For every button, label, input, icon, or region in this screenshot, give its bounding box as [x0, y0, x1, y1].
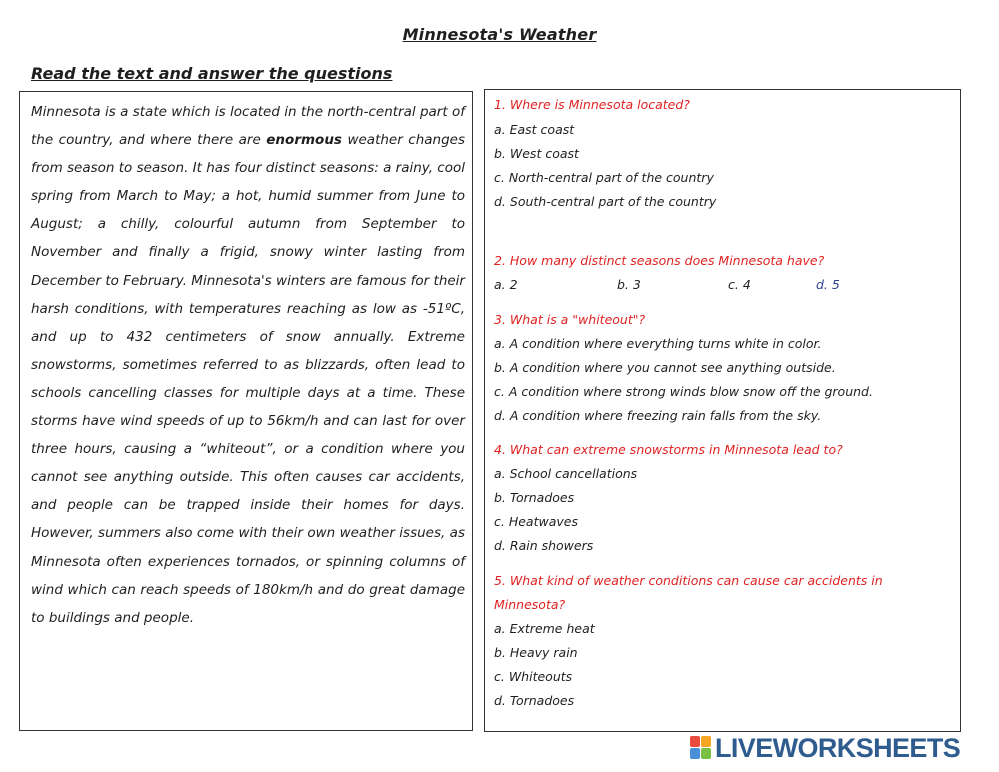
q3-option-c[interactable]: c. A condition where strong winds blow snow off the ground.: [494, 384, 873, 399]
reading-passage-box: [19, 91, 473, 731]
q3-option-d[interactable]: d. A condition where freezing rain falls from the sky.: [494, 408, 822, 423]
q1-option-a[interactable]: a. East coast: [494, 122, 575, 137]
liveworksheets-blocks-icon: [690, 736, 712, 760]
question-1: 1. Where is Minnesota located?: [494, 97, 690, 112]
q4-option-c[interactable]: c. Heatwaves: [494, 514, 578, 529]
question-4: 4. What can extreme snowstorms in Minnesota lead to?: [494, 442, 843, 457]
q3-option-a[interactable]: a. A condition where everything turns white in color.: [494, 336, 822, 351]
instruction-heading: Read the text and answer the questions: [31, 64, 393, 83]
passage-text-end: weather changes from season to season. It has four distinct seasons: a rainy, cool spring from March to May; a hot, humid summer from June to August; a chilly, colourful autumn from September to November and finally a frigid, snowy winter lasting from December to February. Minnesota's winters are famous for their harsh conditions, with temperatures reaching as low as -51ºC, and up to 432 centimeters of snow annually. Extreme snowstorms, sometimes referred to as blizzards, often lead to schools cancelling classes for multiple days at a time. These storms have wind speeds of up to 56km/h and can last for over three hours, causing a “whiteout”, or a condition where you cannot see anything outside. This often causes car accidents, and people can be trapped inside their homes for days. However, summers also come with their own weather issues, as Minnesota often experiences tornados, or spinning columns of wind which can reach speeds of 180km/h and do great damage to buildings and people.: [31, 132, 465, 626]
q1-option-b[interactable]: b. West coast: [494, 146, 579, 161]
q2-option-a[interactable]: a. 2: [494, 277, 518, 292]
logo-text: LIVEWORKSHEETS: [715, 732, 961, 763]
q2-option-c[interactable]: c. 4: [728, 277, 751, 292]
question-3: 3. What is a "whiteout"?: [494, 312, 646, 327]
question-5-line-2: Minnesota?: [494, 597, 566, 612]
liveworksheets-logo[interactable]: [690, 733, 960, 763]
question-5-line-1: 5. What kind of weather conditions can cause car accidents in: [494, 573, 883, 588]
worksheet-title: Minnesota's Weather: [402, 25, 597, 44]
q5-option-a[interactable]: a. Extreme heat: [494, 621, 595, 636]
q2-option-d[interactable]: d. 5: [816, 277, 840, 292]
q5-option-d[interactable]: d. Tornadoes: [494, 693, 575, 708]
q4-option-a[interactable]: a. School cancellations: [494, 466, 638, 481]
questions-box: [484, 89, 961, 732]
question-2: 2. How many distinct seasons does Minnesota have?: [494, 253, 825, 268]
q1-option-c[interactable]: c. North-central part of the country: [494, 170, 714, 185]
q1-option-d[interactable]: d. South-central part of the country: [494, 194, 717, 209]
reading-passage: [31, 98, 465, 632]
q5-option-c[interactable]: c. Whiteouts: [494, 669, 573, 684]
q3-option-b[interactable]: b. A condition where you cannot see anything outside.: [494, 360, 836, 375]
q4-option-d[interactable]: d. Rain showers: [494, 538, 594, 553]
passage-text-start: Minnesota is a state which is located in the north-central part of the country, and where there are: [31, 104, 465, 149]
passage-bold-word: enormous: [266, 132, 342, 149]
q5-option-b[interactable]: b. Heavy rain: [494, 645, 578, 660]
q2-option-b[interactable]: b. 3: [617, 277, 641, 292]
q4-option-b[interactable]: b. Tornadoes: [494, 490, 575, 505]
